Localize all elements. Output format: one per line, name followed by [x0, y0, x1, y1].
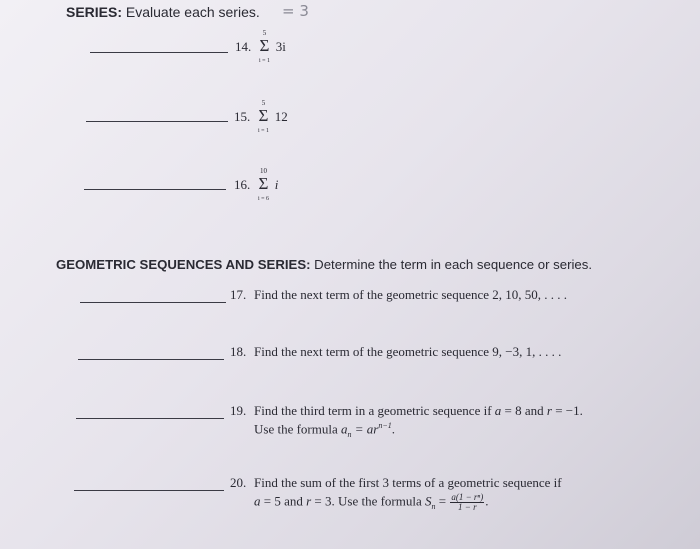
sigma-lower-limit: i = 1 [257, 128, 270, 134]
item-number: 15. [234, 109, 251, 124]
value-r: = 3. Use the formula [311, 493, 426, 509]
summation-sigma: Σ 10 i = 6 [258, 174, 270, 194]
problem-text: Find the third term in a geometric sequence if [254, 403, 495, 418]
series-title-rest: Evaluate each series. [122, 4, 260, 20]
formula-subscript: n [431, 502, 436, 512]
handwritten-note: = 3 [282, 2, 309, 20]
series-item-15 [234, 99, 288, 134]
sigma-upper-limit: 5 [262, 29, 267, 37]
formula-subscript: n [347, 429, 352, 439]
summation-sigma: Σ 5 i = 1 [258, 106, 270, 126]
fraction-denominator: 1 − r [458, 502, 477, 512]
series-item-16 [234, 167, 279, 202]
formula-equals: = [435, 493, 450, 509]
problem-text: Find the next term of the geometric sequence 2, 10, 50, . . . . [254, 287, 568, 302]
sigma-lower-limit: i = 1 [258, 58, 271, 64]
value-r: = −1. [551, 403, 583, 418]
summation-term: 12 [274, 109, 288, 124]
formula-end: . [485, 493, 489, 509]
series-item-14 [235, 29, 286, 64]
answer-blank-18[interactable] [78, 359, 224, 360]
problem-number: 20. [230, 475, 247, 490]
variable-a: a [254, 493, 261, 509]
geometric-section-title [56, 257, 592, 272]
geometric-title-bold: GEOMETRIC SEQUENCES AND SERIES: [56, 257, 311, 272]
formula-lhs: S [425, 493, 432, 509]
variable-r: r [306, 493, 312, 509]
variable-r: r [546, 403, 552, 418]
formula-fraction [450, 493, 484, 512]
series-section-title [66, 4, 260, 20]
series-title-bold: SERIES: [66, 4, 123, 20]
variable-a: a [494, 403, 502, 418]
sigma-lower-limit: i = 6 [257, 196, 270, 202]
formula-end: . [391, 421, 396, 437]
formula-prompt: Use the formula [254, 421, 342, 437]
sigma-upper-limit: 10 [260, 167, 267, 175]
problem-text: Find the sum of the first 3 terms of a geometric sequence if [254, 475, 562, 490]
problem-number: 18. [230, 344, 247, 359]
value-a: = 5 and [260, 493, 307, 509]
item-number: 14. [235, 39, 252, 54]
problem-number: 19. [230, 403, 247, 418]
summation-term: 3i [275, 39, 286, 54]
answer-blank-16[interactable] [84, 189, 226, 190]
answer-blank-14[interactable] [90, 52, 228, 53]
problem-text: Find the next term of the geometric sequence 9, −3, 1, . . . . [254, 344, 562, 359]
summation-term: i [274, 177, 279, 192]
problem-17 [230, 287, 567, 302]
sigma-upper-limit: 5 [261, 99, 266, 107]
value-a: = 8 and [501, 403, 547, 418]
item-number: 16. [234, 177, 251, 192]
problem-19 [230, 403, 583, 442]
fraction-numerator: a(1 − rⁿ) [451, 492, 484, 502]
problem-number: 17. [230, 287, 247, 302]
geometric-title-rest: Determine the term in each sequence or series. [310, 257, 592, 272]
formula-exponent: n−1 [378, 421, 392, 430]
answer-blank-15[interactable] [86, 121, 228, 122]
answer-blank-19[interactable] [76, 418, 224, 419]
summation-sigma: Σ 5 i = 1 [259, 36, 271, 56]
problem-20 [230, 475, 562, 514]
answer-blank-17[interactable] [80, 302, 226, 303]
formula-lhs: a [341, 421, 348, 437]
answer-blank-20[interactable] [74, 490, 224, 491]
formula-body: = ar [351, 421, 379, 437]
problem-18 [230, 344, 561, 359]
